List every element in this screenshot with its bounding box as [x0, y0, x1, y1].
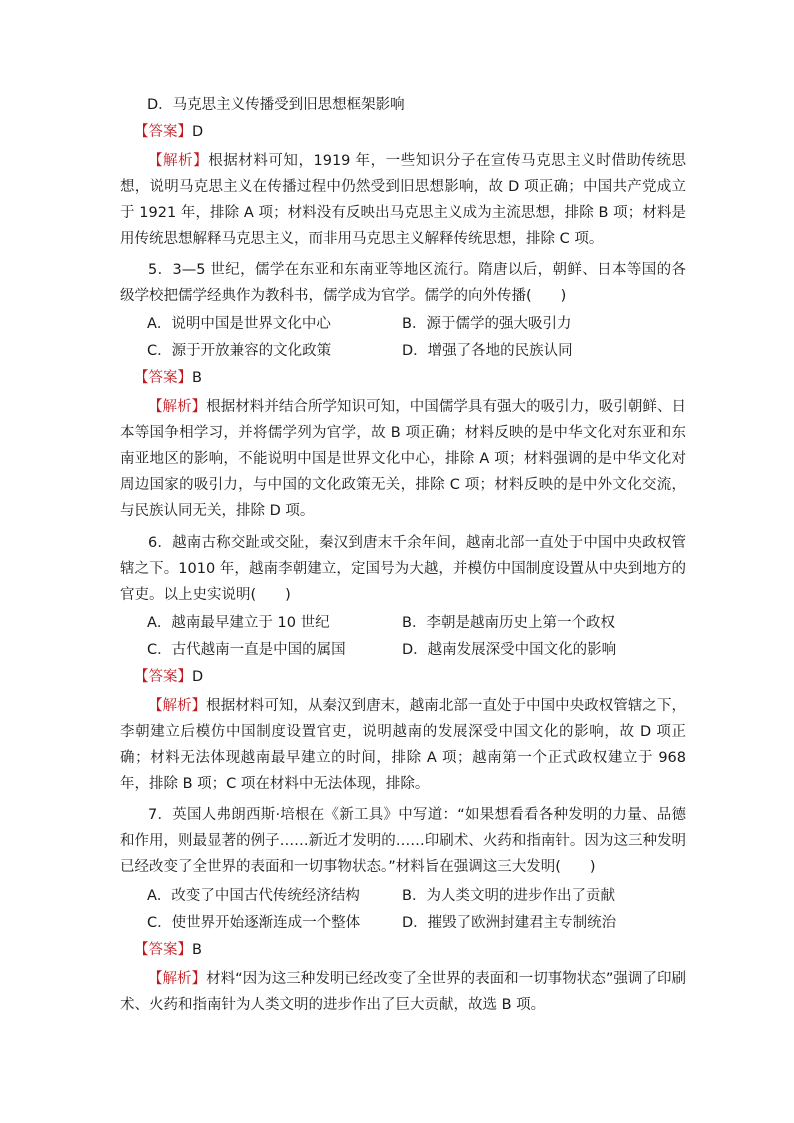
q5-answer — [134, 368, 714, 388]
q6-option-c: C．古代越南一直是中国的属国 — [147, 642, 346, 658]
answer-tag: 【答案】 — [134, 669, 192, 685]
analysis-text: 材料“因为这三种发明已经改变了全世界的表面和一切事物状态”强调了印刷术、火药和指南针为人类文明的进步作出了巨大贡献，故选 B 项。 — [120, 971, 686, 1013]
q5-option-c: C．源于开放兼容的文化政策 — [147, 343, 332, 359]
q6-option-d: D．越南发展深受中国文化的影响 — [402, 642, 617, 658]
q7-analysis — [120, 966, 686, 1020]
answer-tag: 【答案】 — [134, 370, 192, 386]
analysis-tag: 【解析】 — [148, 153, 209, 169]
q7-option-d: D．摧毁了欧洲封建君主专制统治 — [402, 915, 617, 931]
q7-answer — [134, 940, 714, 960]
q6-answer — [134, 667, 714, 687]
q7-option-a: A．改变了中国古代传统经济结构 — [147, 888, 360, 904]
q7-stem: 7．英国人弗朗西斯·培根在《新工具》中写道：“如果想看看各种发明的力量、品德和作用，则最显著的例子……新近才发明的……印刷术、火药和指南针。因为这三种发明已经改变了全世界的表面和一切事物状态。”材料旨在强调这三大发明( ) — [120, 807, 686, 875]
q6-analysis — [120, 693, 686, 799]
q7-options-row-1 — [147, 886, 707, 906]
q5-option-a: A．说明中国是世界文化中心 — [147, 316, 331, 332]
analysis-tag: 【解析】 — [148, 971, 207, 987]
analysis-text: 根据材料可知，从秦汉到唐末，越南北部一直处于中国中央政权管辖之下，李朝建立后模仿中国制度设置官吏，说明越南的发展深受中国文化的影响，故 D 项正确；材料无法体现越南最早建立的时间，排除 A 项；越南第一个正式政权建立于 968 年，排除 B 项；C 项在材料中无法体现，排除。 — [120, 698, 687, 792]
q5-analysis — [120, 394, 686, 526]
q7-option-c: C．使世界开始逐渐连成一个整体 — [147, 915, 361, 931]
analysis-text: 根据材料可知，1919 年，一些知识分子在宣传马克思主义时借助传统思想，说明马克思主义在传播过程中仍然受到旧思想影响，故 D 项正确；中国共产党成立于 1921 年，排除 A 项；材料没有反映出马克思主义成为主流思想，排除 B 项；材料是用传统思想解释马克思主义，而非用马克思主义解释传统思想，排除 C 项。 — [120, 153, 686, 247]
q6-options-row-1 — [147, 613, 707, 633]
q6-stem: 6．越南古称交趾或交阯，秦汉到唐末千余年间，越南北部一直处于中国中央政权管辖之下。1010 年，越南李朝建立，定国号为大越，并模仿中国制度设置从中央到地方的官吏。以上史实说明( ) — [120, 535, 686, 603]
analysis-text: 根据材料并结合所学知识可知，中国儒学具有强大的吸引力，吸引朝鲜、日本等国争相学习，并将儒学列为官学，故 B 项正确；材料反映的是中华文化对东亚和东南亚地区的影响，不能说明中国是世界文化中心，排除 A 项；材料强调的是中华文化对周边国家的吸引力，与中国的文化政策无关，排除 C 项；材料反映的是中外文化交流，与民族认同无关，排除 D 项。 — [120, 399, 687, 519]
answer-value: D — [192, 669, 204, 685]
analysis-tag: 【解析】 — [148, 698, 207, 714]
analysis-tag: 【解析】 — [148, 399, 207, 415]
q6-options-row-2 — [147, 640, 707, 660]
q7-option-b: B．为人类文明的进步作出了贡献 — [402, 888, 615, 904]
q4-option-d: D．马克思主义传播受到旧思想框架影响 — [147, 97, 405, 113]
q5-options-row-1 — [147, 314, 707, 334]
q4-analysis — [120, 148, 686, 254]
answer-value: B — [192, 942, 202, 958]
q6-option-b: B．李朝是越南历史上第一个政权 — [402, 615, 615, 631]
q5-option-d: D．增强了各地的民族认同 — [402, 343, 573, 359]
answer-value: B — [192, 370, 202, 386]
answer-value: D — [192, 124, 204, 140]
q5-options-row-2 — [147, 341, 707, 361]
answer-tag: 【答案】 — [134, 124, 192, 140]
q4-answer — [134, 122, 714, 142]
q5-stem: 5．3—5 世纪，儒学在东亚和东南亚等地区流行。隋唐以后，朝鲜、日本等国的各级学校把儒学经典作为教科书，儒学成为官学。儒学的向外传播( ) — [120, 262, 686, 304]
q7-options-row-2 — [147, 913, 707, 933]
q6-option-a: A．越南最早建立于 10 世纪 — [147, 615, 330, 631]
q5-option-b: B．源于儒学的强大吸引力 — [402, 316, 572, 332]
answer-tag: 【答案】 — [134, 942, 192, 958]
